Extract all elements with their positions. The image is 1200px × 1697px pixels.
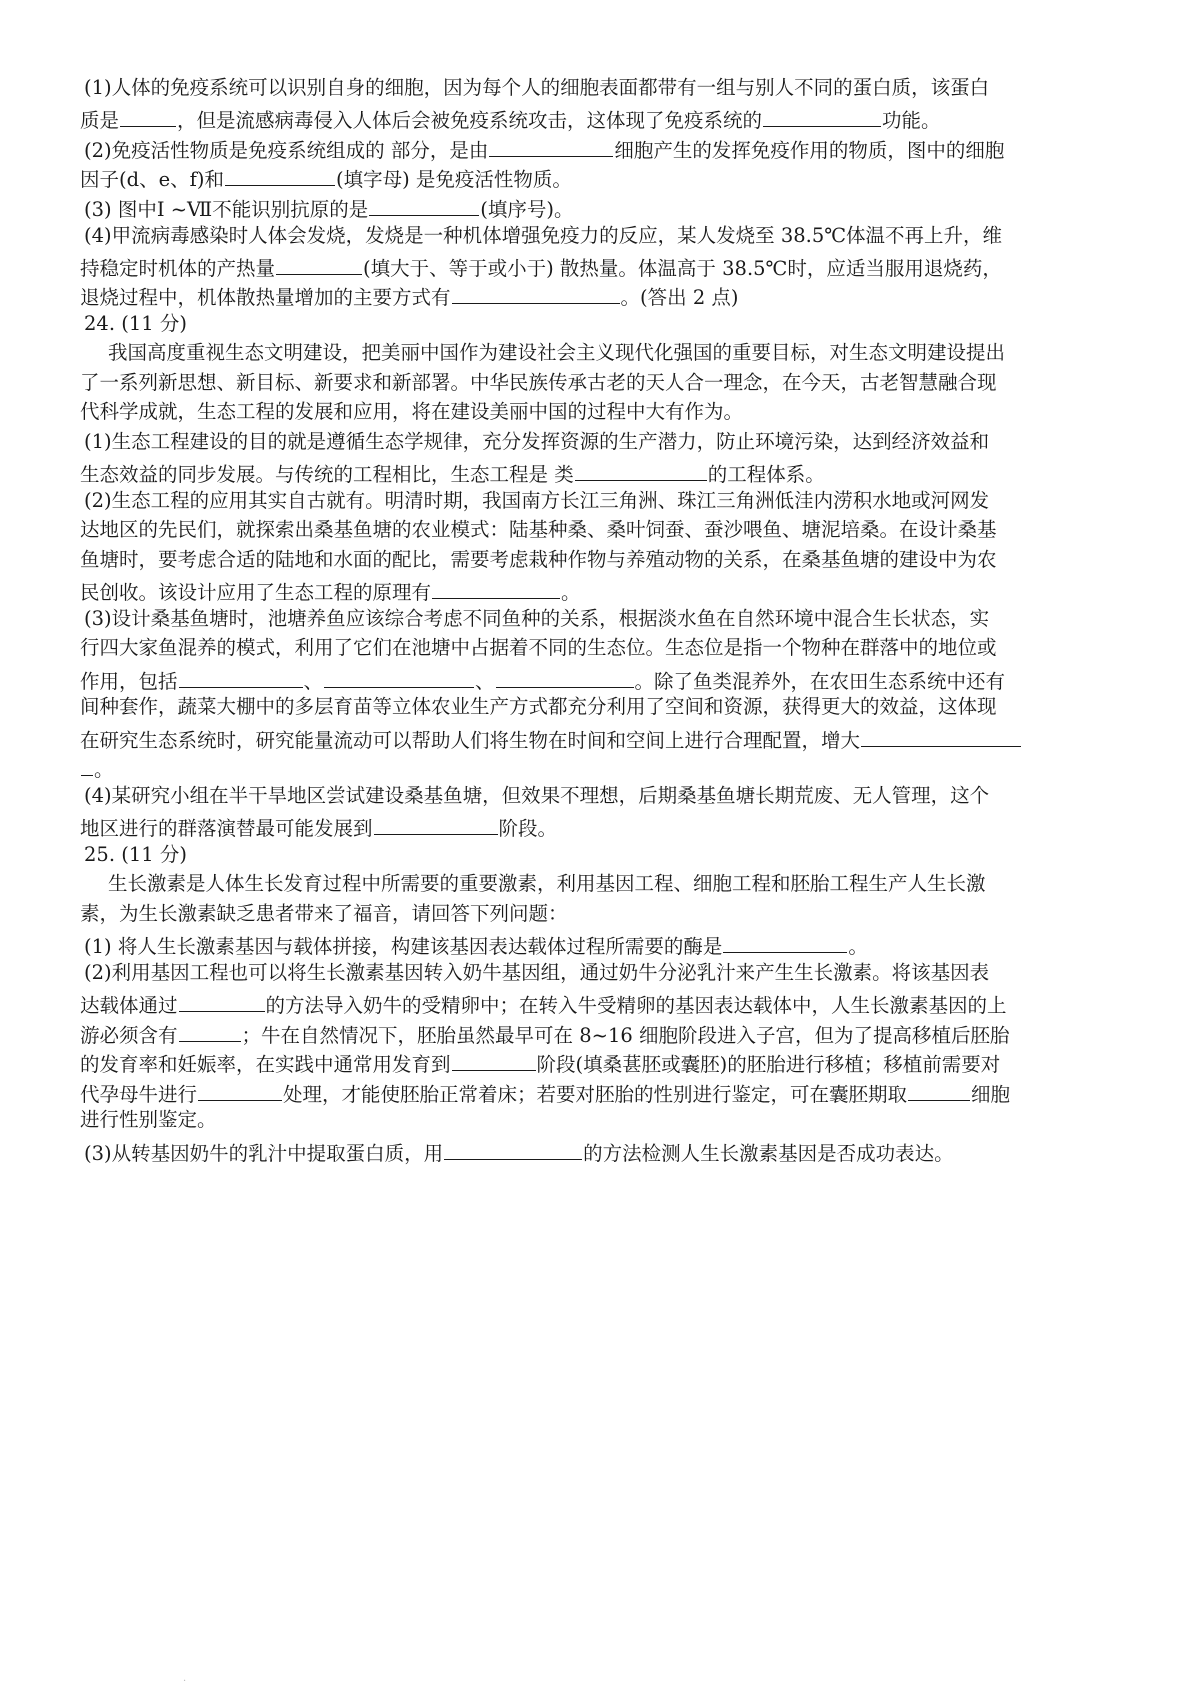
q23-p2-line1 — [84, 137, 1004, 161]
text: 退烧过程中，机体散热量增加的主要方式有 — [80, 286, 451, 309]
text: 代科学成就，生态工程的发展和应用，将在建设美丽中国的过程中大有作为。 — [80, 400, 744, 423]
q24-intro-line3 — [80, 402, 743, 422]
text: (1)生态工程建设的目的就是遵循生态学规律，充分发挥资源的生产潜力，防止环境污染，达到经济效益和 — [84, 430, 990, 453]
text: 。除了鱼类混养外，在农田生态系统中还有 — [634, 670, 1006, 693]
text: (1) 将人生长激素基因与载体拼接，构建该基因表达载体过程所需要的酶是 — [84, 935, 723, 958]
answer-blank[interactable] — [324, 668, 474, 688]
text: 间种套作，蔬菜大棚中的多层育苗等立体农业生产方式都充分利用了空间和资源，获得更大的效益，这体现 — [80, 695, 997, 718]
q25-intro-line1 — [108, 874, 986, 894]
answer-blank[interactable] — [179, 992, 265, 1012]
answer-blank[interactable] — [861, 727, 1021, 747]
text: 。 — [94, 758, 114, 781]
answer-blank[interactable] — [575, 461, 707, 481]
text: 功能。 — [882, 109, 941, 132]
text: 持稳定时机体的产热量 — [80, 257, 276, 280]
text: 质是 — [80, 109, 120, 132]
text: ；牛在自然情况下，胚胎虽然最早可在 8~16 细胞阶段进入子宫，但为了提高移植后胚胎 — [241, 1024, 1010, 1047]
text: 细胞 — [971, 1083, 1011, 1106]
text: 我国高度重视生态文明建设，把美丽中国作为建设社会主义现代化强国的重要目标，对生态文明建设提出 — [108, 341, 1006, 364]
text: 生长激素是人体生长发育过程中所需要的重要激素，利用基因工程、细胞工程和胚胎工程生产人生长激 — [108, 872, 986, 895]
text: 进行性别鉴定。 — [80, 1108, 217, 1131]
q25-header — [84, 845, 187, 865]
text: 因子(d、e、f)和 — [80, 168, 224, 191]
q25-p2-line2 — [80, 992, 1007, 1016]
q23-p3-line1 — [84, 196, 573, 220]
answer-blank[interactable] — [179, 1022, 241, 1042]
q23-p2-line2 — [80, 166, 572, 190]
answer-blank[interactable] — [276, 255, 362, 275]
text: 鱼塘时，要考虑合适的陆地和水面的配比，需要考虑栽种作物与养殖动物的关系，在桑基鱼塘的建设中为农 — [80, 548, 997, 571]
text: 的方法导入奶牛的受精卵中；在转入牛受精卵的基因表达载体中，人生长激素基因的上 — [265, 994, 1007, 1017]
answer-blank[interactable] — [369, 196, 479, 216]
text: (4)甲流病毒感染时人体会发烧，发烧是一种机体增强免疫力的反应，某人发烧至 38.5℃体温不再上升，维 — [84, 224, 1003, 247]
q24-intro-line2 — [80, 373, 997, 393]
answer-blank[interactable] — [496, 668, 634, 688]
q24-p3-line3 — [80, 668, 1005, 692]
text: 。 — [561, 581, 581, 604]
text: 、 — [303, 670, 324, 693]
answer-blank[interactable] — [452, 284, 620, 304]
q25-p2-line6 — [80, 1110, 217, 1130]
text: (3)从转基因奶牛的乳汁中提取蛋白质，用 — [84, 1142, 444, 1165]
q25-p2-line1 — [84, 963, 989, 983]
q23-p1-line2 — [80, 107, 941, 131]
text: 作用，包括 — [80, 670, 178, 693]
text: 地区进行的群落演替最可能发展到 — [80, 817, 373, 840]
q24-p1-line1 — [84, 432, 989, 452]
q24-p2-line1 — [84, 491, 989, 511]
text: (填序号)。 — [480, 198, 574, 221]
text: 在研究生态系统时，研究能量流动可以帮助人们将生物在时间和空间上进行合理配置，增大 — [80, 729, 861, 752]
answer-blank[interactable] — [120, 107, 176, 127]
text: 游必须含有 — [80, 1024, 178, 1047]
text: 的工程体系。 — [707, 463, 825, 486]
q23-p4-line1 — [84, 226, 1002, 246]
text: (4)某研究小组在半干旱地区尝试建设桑基鱼塘，但效果不理想，后期桑基鱼塘长期荒废、无人管理，这个 — [84, 784, 990, 807]
text: (2)利用基因工程也可以将生长激素基因转入奶牛基因组，通过奶牛分泌乳汁来产生生长激素。将该基因表 — [84, 961, 990, 984]
text: 。(答出 2 点) — [620, 286, 739, 309]
text: 处理，才能使胚胎正常着床；若要对胚胎的性别进行鉴定，可在囊胚期取 — [283, 1083, 908, 1106]
text: ，但是流感病毒侵入人体后会被免疫系统攻击，这体现了免疫系统的 — [177, 109, 763, 132]
q24-p2-line2 — [80, 520, 997, 540]
text: (2)生态工程的应用其实自古就有。明清时期，我国南方长江三角洲、珠江三角洲低洼内涝积水地或河网发 — [84, 489, 990, 512]
text: 生态效益的同步发展。与传统的工程相比，生态工程是 类 — [80, 463, 574, 486]
q24-p2-line3 — [80, 550, 997, 570]
text: (3) 图中Ⅰ ~Ⅶ不能识别抗原的是 — [84, 198, 369, 221]
q23-p4-line3 — [80, 284, 739, 308]
answer-blank[interactable] — [763, 107, 881, 127]
answer-blank[interactable] — [723, 933, 847, 953]
text: 细胞产生的发挥免疫作用的物质，图中的细胞 — [614, 139, 1005, 162]
answer-blank[interactable] — [432, 579, 560, 599]
text: 达地区的先民们，就探索出桑基鱼塘的农业模式：陆基种桑、桑叶饲蚕、蚕沙喂鱼、塘泥培桑。在设计桑基 — [80, 518, 997, 541]
answer-blank[interactable] — [444, 1140, 582, 1160]
answer-blank[interactable] — [374, 815, 498, 835]
q24-p3-line1 — [84, 609, 989, 629]
answer-blank[interactable] — [225, 166, 335, 186]
text: (3)设计桑基鱼塘时，池塘养鱼应该综合考虑不同鱼种的关系，根据淡水鱼在自然环境中混合生长状态，实 — [84, 607, 990, 630]
q24-p3-line5 — [80, 727, 1022, 751]
answer-blank[interactable] — [452, 1051, 536, 1071]
q25-p2-line5 — [80, 1081, 1010, 1105]
q24-intro-line1 — [108, 343, 1005, 363]
scan-dot: · — [183, 1676, 187, 1687]
text: 阶段(填桑葚胚或囊胚)的胚胎进行移植；移植前需要对 — [536, 1053, 1001, 1076]
q25-p1-line1 — [84, 933, 868, 957]
text: 的方法检测人生长激素基因是否成功表达。 — [583, 1142, 954, 1165]
text: 素，为生长激素缺乏患者带来了福音，请回答下列问题： — [80, 902, 568, 925]
text: 。 — [848, 935, 868, 958]
q25-p2-line3 — [80, 1022, 1009, 1046]
text: 民创收。该设计应用了生态工程的原理有 — [80, 581, 432, 604]
text: 了一系列新思想、新目标、新要求和新部署。中华民族传承古老的天人合一理念，在今天，古老智慧融合现 — [80, 371, 997, 394]
answer-blank[interactable] — [81, 756, 93, 776]
q24-p4-line2 — [80, 815, 557, 839]
q24-p3-line2 — [80, 638, 997, 658]
question-number: 24. (11 分) — [84, 312, 187, 335]
answer-blank[interactable] — [489, 137, 613, 157]
q23-p4-line2 — [80, 255, 1002, 279]
text: (1)人体的免疫系统可以识别自身的细胞，因为每个人的细胞表面都带有一组与别人不同的蛋白质，该蛋白 — [84, 76, 990, 99]
text: (2)免疫活性物质是免疫系统组成的 部分，是由 — [84, 139, 489, 162]
q24-p4-line1 — [84, 786, 989, 806]
question-number: 25. (11 分) — [84, 843, 187, 866]
q25-intro-line2 — [80, 904, 568, 924]
q23-p1-line1 — [84, 78, 989, 98]
answer-blank[interactable] — [198, 1081, 282, 1101]
q24-p2-line4 — [80, 579, 581, 603]
text: 的发育率和妊娠率，在实践中通常用发育到 — [80, 1053, 451, 1076]
text: (填字母) 是免疫活性物质。 — [335, 168, 572, 191]
text: 达载体通过 — [80, 994, 178, 1017]
q24-p1-line2 — [80, 461, 825, 485]
answer-blank[interactable] — [179, 668, 303, 688]
text: 阶段。 — [498, 817, 558, 840]
q24-header — [84, 314, 187, 334]
q24-p3-line6 — [80, 756, 114, 780]
answer-blank[interactable] — [908, 1081, 970, 1101]
text: (填大于、等于或小于) 散热量。体温高于 38.5℃时，应适当服用退烧药， — [363, 257, 1002, 280]
text: 行四大家鱼混养的模式，利用了它们在池塘中占据着不同的生态位。生态位是指一个物种在群落中的地位或 — [80, 636, 997, 659]
text: 代孕母牛进行 — [80, 1083, 198, 1106]
q25-p2-line4 — [80, 1051, 1000, 1075]
q24-p3-line4 — [80, 697, 997, 717]
q25-p3-line1 — [84, 1140, 954, 1164]
text: 、 — [475, 670, 495, 693]
